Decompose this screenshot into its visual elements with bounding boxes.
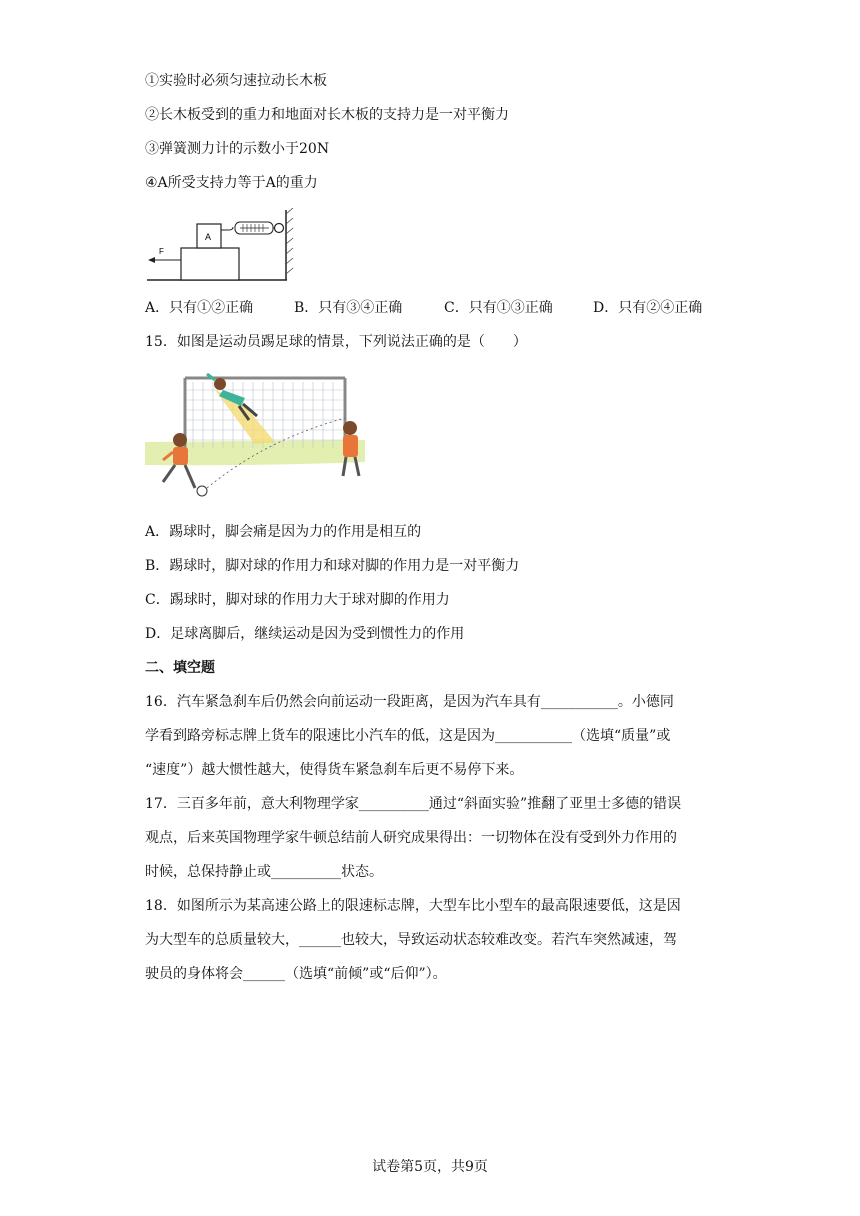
- q14-experiment-figure: [145, 208, 295, 284]
- q15-option-c: C．踢球时，脚对球的作用力大于球对脚的作用力: [145, 592, 450, 608]
- q14-statement-4: ④A所受支持力等于A的重力: [145, 175, 318, 191]
- q14-statement-2: ②长木板受到的重力和地面对长木板的支持力是一对平衡力: [145, 107, 509, 123]
- q18-line-1: 18．如图所示为某高速公路上的限速标志牌，大型车比小型车的最高限速要低，这是因: [145, 898, 681, 914]
- q14-option-b: B．只有③④正确: [294, 300, 403, 316]
- soccer-ball: [197, 486, 207, 496]
- q16-line-2: 学看到路旁标志牌上货车的限速比小汽车的低，这是因为___________（选填“质量”或: [145, 728, 671, 744]
- q15-stem: 15．如图是运动员踢足球的情景，下列说法正确的是（ ）: [145, 334, 527, 350]
- q14-option-a: A．只有①②正确: [145, 300, 254, 316]
- q14-statement-1: ①实验时必须匀速拉动长木板: [145, 73, 327, 89]
- force-label: F: [159, 247, 164, 256]
- q18-line-2: 为大型车的总质量较大，______也较大，导致运动状态较难改变。若汽车突然减速，驾: [145, 932, 677, 948]
- q17-line-3: 时候，总保持静止或__________状态。: [145, 864, 383, 880]
- q17-line-2: 观点，后来英国物理学家牛顿总结前人研究成果得出：一切物体在没有受到外力作用的: [145, 830, 677, 846]
- q16-line-3: “速度”）越大惯性越大，使得货车紧急刹车后更不易停下来。: [145, 762, 524, 778]
- q14-option-d: D．只有②④正确: [593, 300, 703, 316]
- long-board: [181, 248, 239, 280]
- q15-option-a: A．踢球时，脚会痛是因为力的作用是相互的: [145, 524, 422, 540]
- q14-option-c: C．只有①③正确: [444, 300, 553, 316]
- q17-line-1: 17．三百多年前，意大利物理学家__________通过“斜面实验”推翻了亚里士多德的错误: [145, 796, 682, 812]
- q15-option-b: B．踢球时，脚对球的作用力和球对脚的作用力是一对平衡力: [145, 558, 520, 574]
- defender-player: [343, 421, 359, 476]
- section-title: 二、填空题: [145, 660, 215, 676]
- q18-line-3: 驶员的身体将会______（选填“前倾”或“后仰”）。: [145, 966, 447, 982]
- q14-statement-3: ③弹簧测力计的示数小于20N: [145, 141, 330, 157]
- soccer-figure: [145, 370, 385, 505]
- page-footer: 试卷第5页，共9页: [372, 1159, 488, 1175]
- q15-option-d: D．足球离脚后，继续运动是因为受到惯性力的作用: [145, 626, 465, 642]
- q16-line-1: 16．汽车紧急刹车后仍然会向前运动一段距离，是因为汽车具有___________。小德同: [145, 694, 674, 710]
- block-a-label: A: [205, 232, 212, 242]
